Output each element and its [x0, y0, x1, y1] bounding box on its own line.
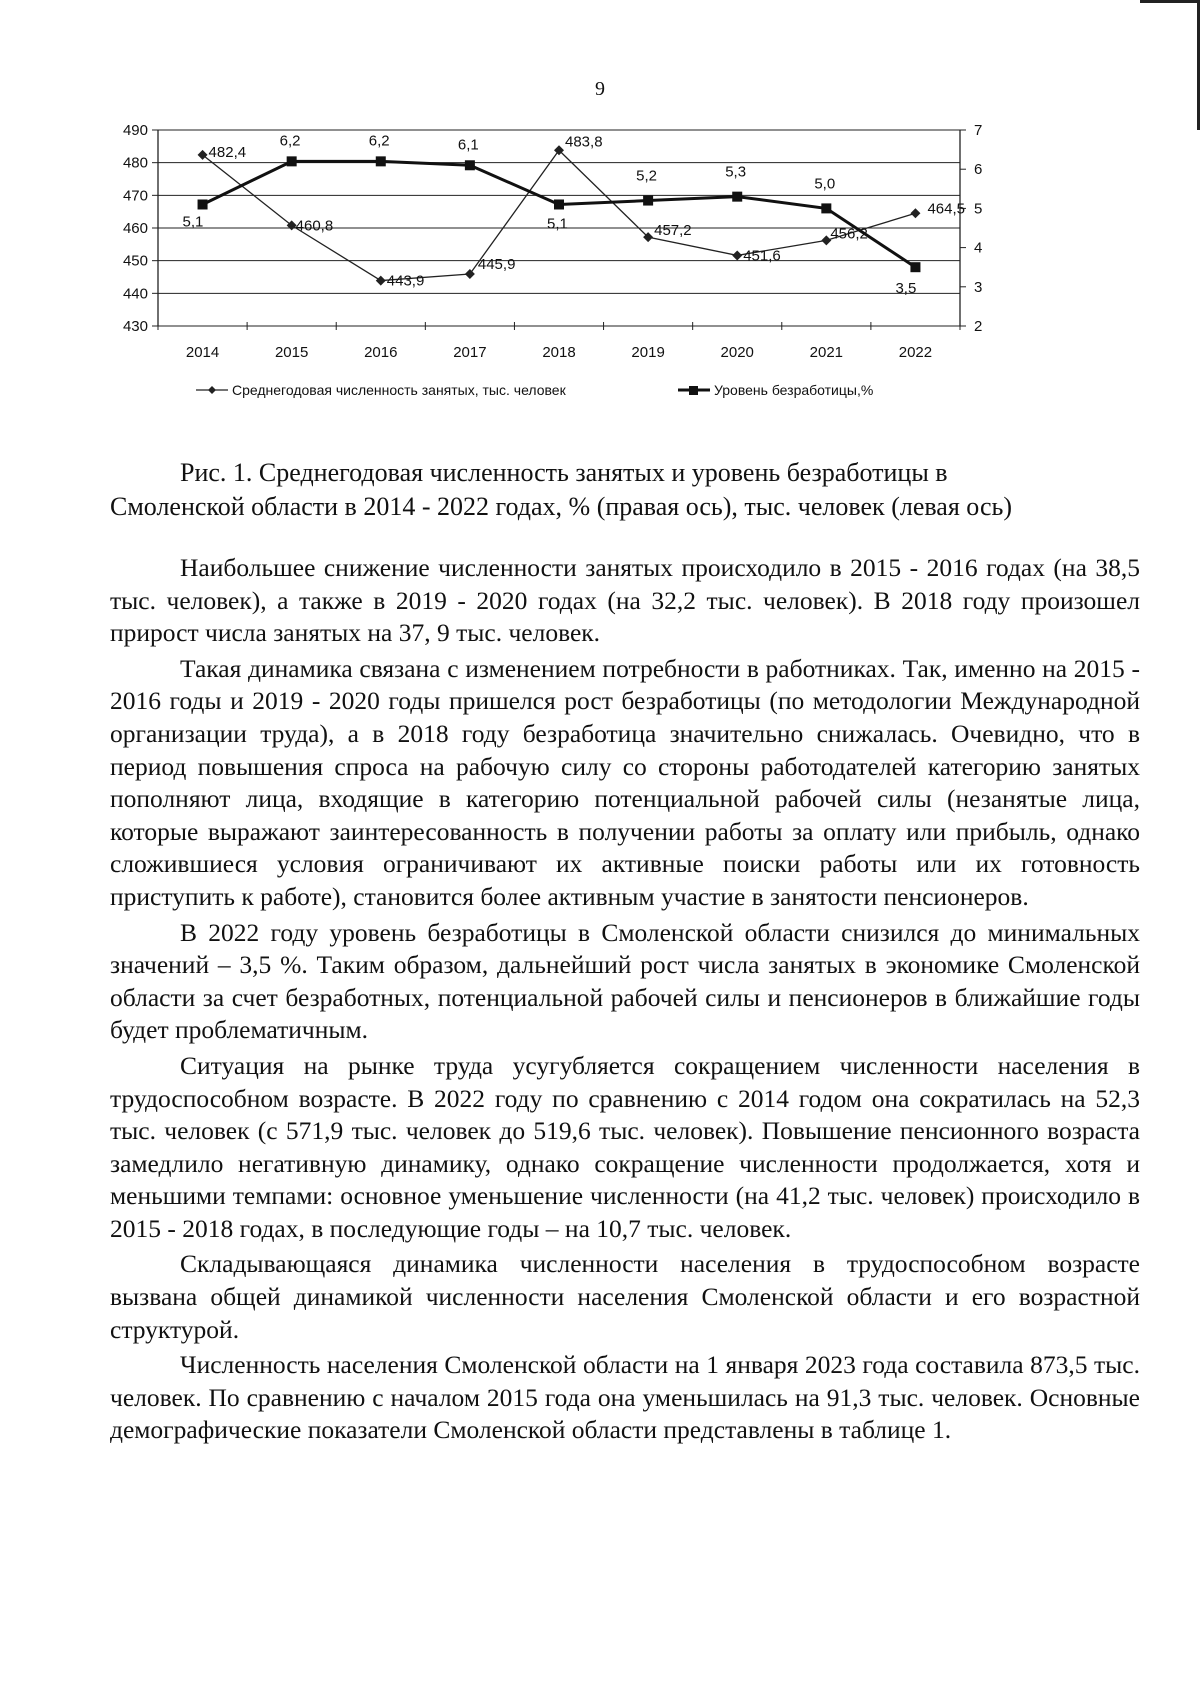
- body-text: [110, 552, 1140, 1450]
- left-axis-tick-label: 470: [122, 187, 148, 205]
- unemployment-point: [287, 156, 297, 166]
- employment-data-label: 456,2: [830, 225, 868, 243]
- unemployment-point: [465, 160, 475, 170]
- left-axis-tick-label: 460: [122, 220, 148, 237]
- x-axis-tick-label: 2014: [185, 344, 220, 361]
- unemployment-data-label: 6,1: [457, 136, 479, 154]
- employment-point: [910, 208, 920, 218]
- unemployment-data-label: 3,5: [895, 280, 917, 298]
- unemployment-point: [821, 203, 831, 213]
- employment-data-label: 483,8: [565, 133, 603, 151]
- left-axis-tick-label: 440: [122, 285, 148, 303]
- employment-data-label: 445,9: [477, 256, 516, 274]
- unemployment-data-label: 6,2: [368, 132, 390, 150]
- x-axis-tick-label: 2017: [453, 344, 487, 361]
- legend-employment-marker: [208, 386, 216, 394]
- employment-data-label: 443,9: [386, 272, 425, 290]
- chart-svg: [100, 118, 1100, 448]
- employment-point: [465, 269, 475, 279]
- unemployment-data-label: 5,2: [636, 167, 657, 185]
- x-axis-tick-label: 2022: [898, 344, 933, 361]
- right-axis-tick-label: 5: [974, 200, 983, 218]
- right-axis-tick-label: 7: [974, 122, 983, 139]
- employment-data-label: 460,8: [295, 217, 334, 235]
- unemployment-data-label: 6,2: [279, 132, 301, 150]
- scan-edge-line-top: [1140, 0, 1200, 3]
- employment-point: [376, 276, 386, 286]
- chart: [100, 118, 1100, 448]
- unemployment-point: [198, 199, 208, 209]
- x-axis-tick-label: 2015: [274, 344, 309, 361]
- paragraph: Численность населения Смоленской области на 1 января 2023 года составила 873,5 тыс. человек. По сравнению с началом 2015 года она уменьшилась на 91,3 тыс. человек. Основные демографические показатели Смоленской области представлены в таблице 1.: [110, 1350, 1140, 1445]
- unemployment-point: [376, 156, 386, 166]
- caption-line-2: Смоленской области в 2014 - 2022 годах, % (правая ось), тыс. человек (левая ось): [110, 492, 1013, 521]
- legend-unemployment-label: Уровень безработицы,%: [714, 382, 874, 398]
- x-axis-tick-label: 2021: [809, 344, 844, 361]
- legend-employment-label: Среднегодовая численность занятых, тыс. человек: [232, 382, 566, 398]
- employment-data-label: 482,4: [208, 143, 247, 161]
- unemployment-point: [732, 192, 742, 202]
- unemployment-data-label: 5,3: [725, 163, 747, 181]
- left-axis-tick-label: 430: [122, 318, 148, 335]
- unemployment-data-label: 5,1: [182, 213, 204, 231]
- left-axis-tick-label: 450: [122, 252, 148, 270]
- unemployment-point: [554, 199, 564, 209]
- legend-unemployment-marker: [689, 386, 698, 395]
- caption-line-1: Рис. 1. Среднегодовая численность занятых и уровень безработицы в: [180, 458, 948, 487]
- employment-point: [732, 250, 742, 260]
- x-axis-tick-label: 2016: [364, 344, 398, 361]
- unemployment-point: [643, 196, 653, 206]
- right-axis-tick-label: 2: [974, 318, 983, 335]
- paragraph: Ситуация на рынке труда усугубляется сокращением численности населения в трудоспособном возрасте. В 2022 году по сравнению с 2014 годом она сократилась на 52,3 тыс. человек (с 571,9 тыс. человек до 519,6 тыс. человек). Повышение пенсионного возраста замедлило негативную динамику, однако сокращение численности продолжается, хотя и меньшими темпами: основное уменьшение численности (на 41,2 тыс. человек) происходило в 2015 - 2018 годах, в последующие годы – на 10,7 тыс. человек.: [110, 1050, 1140, 1243]
- employment-data-label: 457,2: [654, 222, 692, 240]
- paragraph: В 2022 году уровень безработицы в Смоленской области снизился до минимальных значений – 3,5 %. Таким образом, дальнейший рост числа занятых в экономике Смоленской области за счет безработных, потенциальной рабочей силы и пенсионеров в ближайшие годы будет проблематичным.: [110, 917, 1140, 1045]
- figure-caption: [110, 456, 1140, 524]
- unemployment-data-label: 5,1: [547, 215, 568, 233]
- unemployment-point: [910, 262, 920, 272]
- employment-data-label: 451,6: [743, 247, 781, 265]
- right-axis-tick-label: 4: [974, 239, 983, 257]
- paragraph: Складывающаяся динамика численности населения в трудоспособном возрасте вызвана общей динамикой численности населения Смоленской области и его возрастной структурой.: [110, 1249, 1140, 1344]
- x-axis-tick-label: 2019: [631, 344, 665, 361]
- right-axis-tick-label: 6: [974, 161, 983, 179]
- page-number: 9: [595, 78, 605, 100]
- x-axis-tick-label: 2020: [720, 344, 754, 361]
- unemployment-data-label: 5,0: [814, 175, 836, 193]
- left-axis-tick-label: 490: [122, 122, 148, 139]
- x-axis-tick-label: 2018: [542, 344, 576, 361]
- left-axis-tick-label: 480: [122, 154, 148, 172]
- paragraph: Такая динамика связана с изменением потребности в работниках. Так, именно на 2015 - 2016 годы и 2019 - 2020 годы пришелся рост безработицы (по методологии Международной организации труда), а в 2018 году безработица значительно снижалась. Очевидно, что в период повышения спроса на рабочую силу со стороны работодателей категорию занятых пополняют лица, входящие в категорию потенциальной рабочей силы (незанятые лица, которые выражают заинтересованность в получении работы за оплату или прибыль, однако сложившиеся условия ограничивают их активные поиски работы или их готовность приступить к работе), становится более активным участие в занятости пенсионеров.: [110, 653, 1140, 911]
- paragraph: Наибольшее снижение численности занятых происходило в 2015 - 2016 годах (на 38,5 тыс. человек), а также в 2019 - 2020 годах (на 32,2 тыс. человек). В 2018 году произошел прирост числа занятых на 37, 9 тыс. человек.: [110, 553, 1140, 648]
- right-axis-tick-label: 3: [974, 278, 983, 296]
- series-unemployment-line: [203, 161, 916, 267]
- employment-data-label: 464,5: [927, 200, 965, 218]
